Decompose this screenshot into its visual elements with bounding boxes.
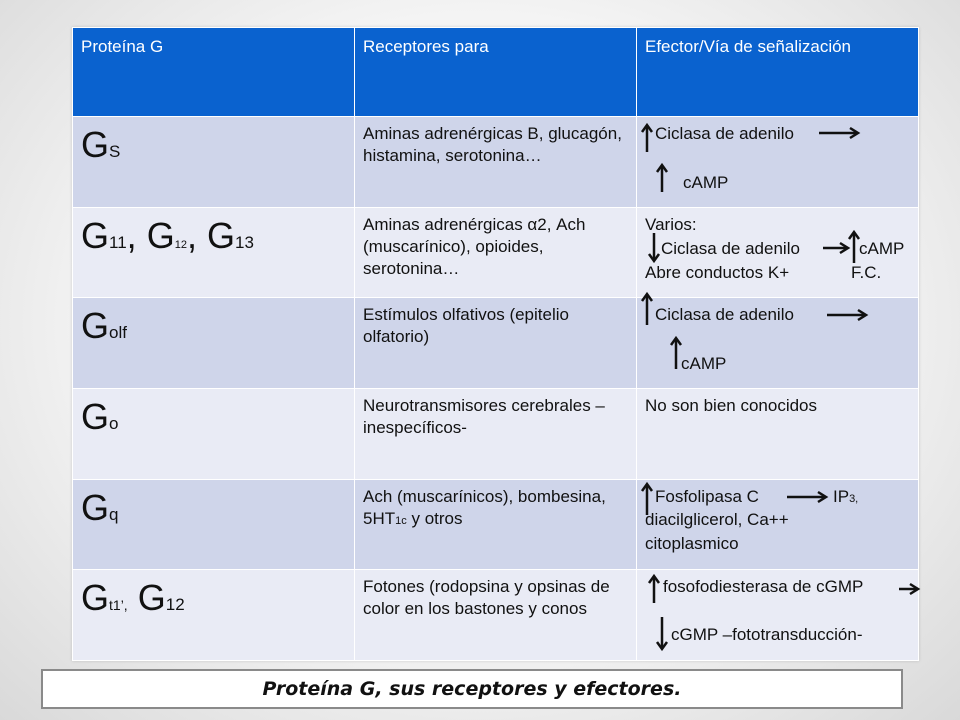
protein-name-cell <box>73 388 355 479</box>
protein-sub: o <box>109 413 119 433</box>
effector-text: citoplasmico <box>645 533 739 553</box>
protein-sub: t1’, <box>109 597 128 614</box>
header-receptors: Receptores para <box>355 28 637 117</box>
effector-text: Ciclasa de adenilo <box>655 305 794 325</box>
receptors-sub: 1c <box>395 514 407 527</box>
effector-text: diacilglicerol, Ca++ <box>645 509 789 529</box>
effector-cell <box>637 388 919 479</box>
protein-main: G <box>206 214 235 256</box>
right-arrow-icon <box>787 490 829 504</box>
protein-main: G <box>137 577 166 619</box>
effector-text: cAMP <box>859 238 905 258</box>
protein-separator: , <box>186 214 207 256</box>
table-row <box>73 298 919 389</box>
effector-text <box>833 486 858 510</box>
effector-text: Abre conductos K+ <box>645 262 790 282</box>
header-protein-g: Proteína G <box>73 28 355 117</box>
receptors-cell <box>355 479 637 570</box>
receptors-text: Ach (muscarínicos), bombesina, 5HT <box>363 486 606 528</box>
caption-box <box>41 669 903 709</box>
protein-separator <box>128 577 138 618</box>
protein-name-cell <box>73 298 355 389</box>
effector-text: Varios: <box>645 214 697 234</box>
protein-main: G <box>81 486 110 528</box>
protein-main: G <box>81 124 110 165</box>
effector-text: Ciclasa de adenilo <box>661 238 800 258</box>
protein-sub: q <box>109 504 119 524</box>
effector-text: cGMP –fototransducción- <box>671 625 863 645</box>
protein-main: G <box>81 577 110 619</box>
receptors-cell: Aminas adrenérgicas B, glucagón, histamina, serotonina… <box>355 117 637 208</box>
receptors-cell: Aminas adrenérgicas α2, Ach (muscarínico), opioides, serotonina… <box>355 207 637 298</box>
up-arrow-icon <box>655 163 669 193</box>
table-row <box>73 570 919 661</box>
effector-text: No son bien conocidos <box>645 395 818 415</box>
down-arrow-icon <box>655 616 669 652</box>
protein-main: G <box>81 305 110 347</box>
protein-sub: S <box>109 142 121 161</box>
receptors-cell: Neurotransmisores cerebrales –inespecíficos- <box>355 388 637 479</box>
g-protein-table <box>72 27 919 661</box>
receptors-cell: Fotones (rodopsina y opsinas de color en los bastones y conos <box>355 570 637 661</box>
protein-main: G <box>81 214 110 256</box>
ip3-main: IP <box>833 486 850 506</box>
effector-text: fosofodiesterasa de cGMP <box>663 577 864 597</box>
table-row <box>73 388 919 479</box>
protein-name-cell <box>73 117 355 208</box>
protein-main: G <box>146 214 175 256</box>
protein-main: G <box>81 395 110 437</box>
effector-cell <box>637 298 919 389</box>
protein-sub: 11 <box>109 232 127 252</box>
table-header-row <box>73 28 919 117</box>
caption-text: Proteína G, sus receptores y efectores. <box>262 678 682 700</box>
effector-cell <box>637 207 919 298</box>
protein-separator: , <box>126 214 147 256</box>
table-row <box>73 207 919 298</box>
effector-cell <box>637 479 919 570</box>
protein-sub: olf <box>109 323 127 343</box>
table-row <box>73 117 919 208</box>
receptors-text: y otros <box>406 508 463 528</box>
effector-cell <box>637 117 919 208</box>
effector-text: cAMP <box>681 354 727 374</box>
table-row <box>73 479 919 570</box>
up-arrow-icon <box>640 292 654 326</box>
ip3-sub: 3, <box>849 492 859 505</box>
up-arrow-icon <box>647 574 661 604</box>
right-arrow-icon <box>827 308 869 322</box>
effector-text: cAMP <box>683 173 729 192</box>
protein-sub: 13 <box>234 232 254 252</box>
protein-sub: 12 <box>165 595 185 615</box>
down-arrow-icon <box>647 232 661 264</box>
protein-name-cell <box>73 207 355 298</box>
right-arrow-icon <box>819 126 861 140</box>
receptors-cell: Estímulos olfativos (epitelio olfatorio) <box>355 298 637 389</box>
right-arrow-icon <box>899 582 921 596</box>
header-effector: Efector/Vía de señalización <box>637 28 919 117</box>
effector-text: Fosfolipasa C <box>655 486 759 506</box>
effector-text: F.C. <box>851 262 882 282</box>
up-arrow-icon <box>640 123 654 153</box>
protein-name-cell <box>73 570 355 661</box>
effector-cell <box>637 570 919 661</box>
protein-sub: 12 <box>174 238 187 251</box>
effector-text: Ciclasa de adenilo <box>655 124 794 143</box>
protein-name-cell <box>73 479 355 570</box>
